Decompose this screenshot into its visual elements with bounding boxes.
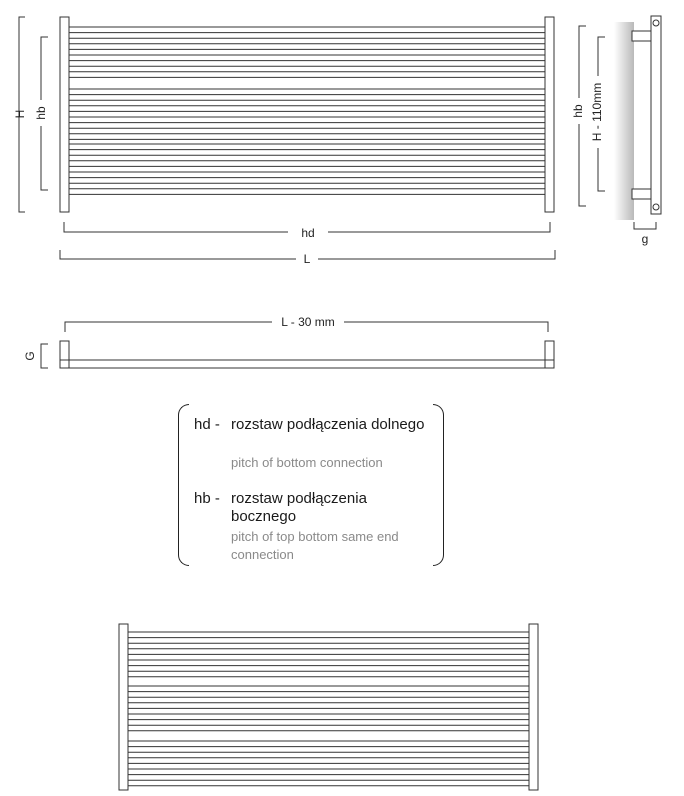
dim-H110-label: H - 110mm [590,82,604,142]
front-view [13,17,555,267]
top-right-collector [545,341,554,368]
dim-H-label: H [13,109,27,119]
dim-g-line [634,222,656,229]
legend-hb-polish: rozstaw podłączenia bocznego [231,490,367,525]
bottom-view [119,624,538,790]
legend-right-bracket [433,404,444,566]
dim-side-hb-label: hb [571,104,585,118]
legend-hb-english: pitch of top bottom same end connection [231,529,399,562]
legend-hd-polish: rozstaw podłączenia dolnego [231,416,425,433]
dim-L30-label: L - 30 mm [281,315,335,329]
dim-g-label: g [641,232,649,246]
top-left-collector [60,341,69,368]
side-top-bracket [632,31,651,41]
front-rails [69,27,545,194]
side-wall-shade [614,22,634,220]
top-view [23,313,554,368]
legend-hb-abbr: hb - [194,490,220,507]
bottom-rails [128,632,529,786]
dim-hd-label: hd [301,226,315,240]
front-left-collector [60,17,69,212]
legend-hd-english: pitch of bottom connection [231,455,383,470]
bottom-right-collector [529,624,538,790]
legend-left-bracket [178,404,189,566]
legend-box [178,404,444,568]
dim-G-line [41,344,48,368]
bottom-left-collector [119,624,128,790]
front-right-collector [545,17,554,212]
dim-L-label: L [303,252,311,266]
side-view [570,16,661,246]
side-bottom-bracket [632,189,651,199]
dim-G-label: G [23,351,37,361]
legend-hd-abbr: hd - [194,416,220,433]
side-collector [651,16,661,214]
dim-hb-label: hb [34,106,48,120]
